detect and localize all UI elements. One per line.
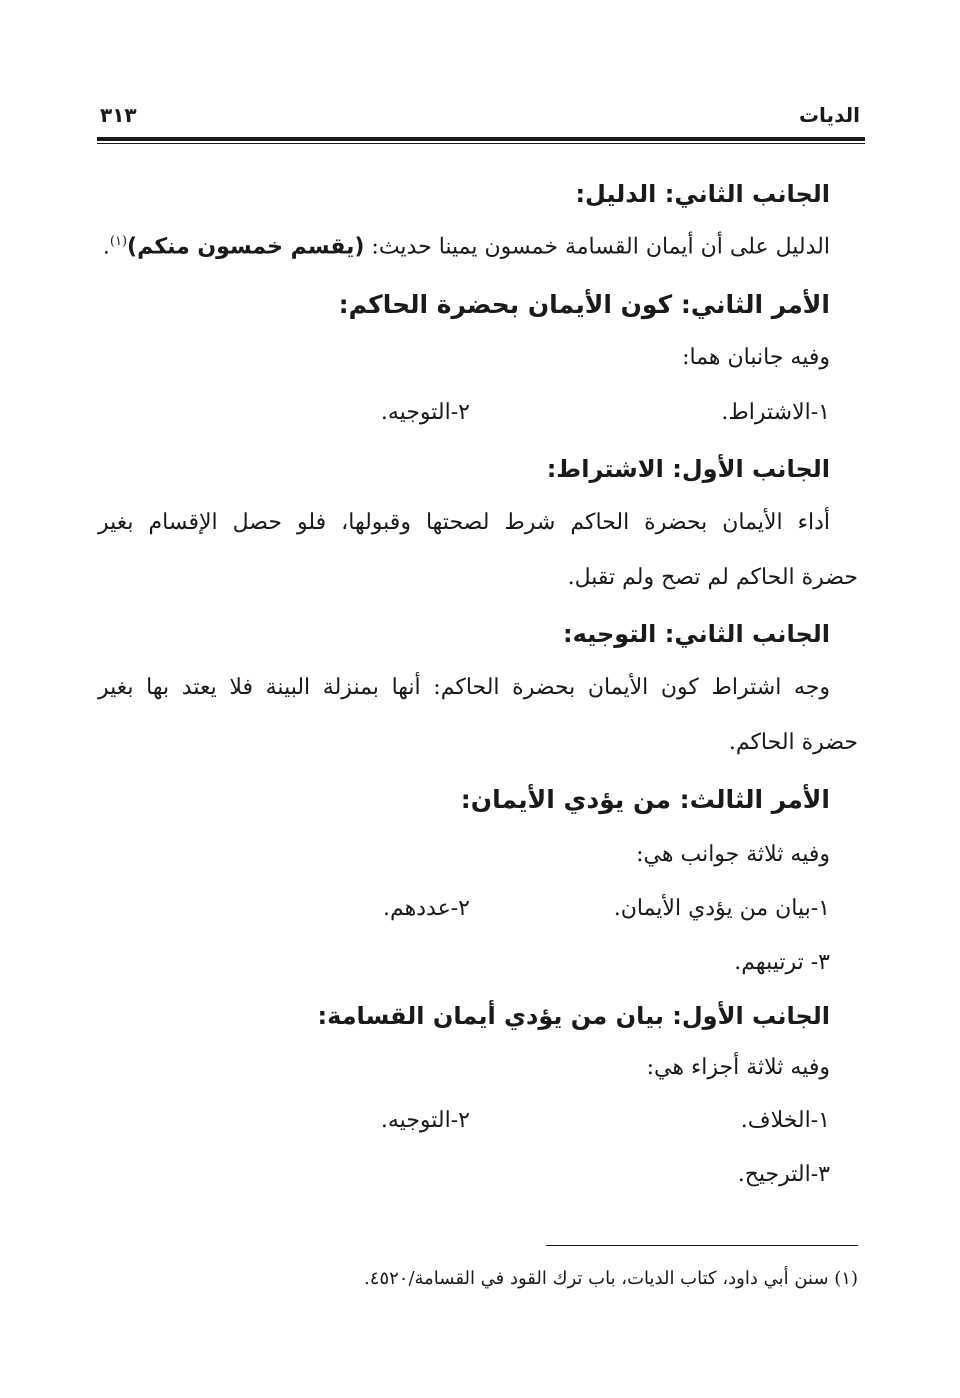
- evidence-text: الدليل على أن أيمان القسامة خمسون يمينا حديث:: [364, 234, 830, 260]
- evidence-end: .: [102, 234, 110, 260]
- page-number: ٣١٣: [100, 103, 137, 127]
- paragraph-evidence: [103, 234, 830, 259]
- footnote-rule: [546, 1245, 858, 1246]
- list-item-justification: ٢-التوجيه.: [380, 400, 470, 425]
- list-item-justification-2: ٢-التوجيه.: [380, 1108, 470, 1133]
- list-item-who-performs: ١-بيان من يؤدي الأيمان.: [613, 896, 830, 921]
- footnote-text: (١) سنن أبي داود، كتاب الديات، باب ترك القود في القسامة/٤٥٢٠.: [364, 1268, 858, 1289]
- header-rule-thick: [97, 137, 865, 141]
- section-heading-justification: الجانب الثاني: التوجيه:: [563, 620, 830, 648]
- section-heading-second-matter: الأمر الثاني: كون الأيمان بحضرة الحاكم:: [338, 290, 830, 319]
- paragraph-two-aspects: وفيه جانبان هما:: [682, 345, 830, 370]
- list-item-number: ٢-عددهم.: [383, 896, 470, 921]
- paragraph-condition-line1: أداء الأيمان بحضرة الحاكم شرط لصحتها وقبولها، فلو حصل الإقسام بغير: [98, 510, 830, 535]
- paragraph-condition-line2: حضرة الحاكم لم تصح ولم تقبل.: [567, 565, 858, 590]
- chapter-title: الديات: [798, 103, 860, 127]
- section-heading-evidence: الجانب الثاني: الدليل:: [575, 180, 830, 208]
- paragraph-three-aspects: وفيه ثلاثة جوانب هي:: [636, 842, 830, 867]
- list-item-condition: ١-الاشتراط.: [721, 400, 830, 425]
- section-heading-condition: الجانب الأول: الاشتراط:: [546, 455, 830, 483]
- paragraph-justification-line1: وجه اشتراط كون الأيمان بحضرة الحاكم: أنها بمنزلة البينة فلا يعتد بها بغير: [98, 675, 830, 700]
- header-rule-thin: [97, 143, 865, 144]
- section-heading-who-performs: الجانب الأول: بيان من يؤدي أيمان القسامة:: [317, 1002, 830, 1030]
- list-item-order: ٣- ترتيبهم.: [734, 950, 830, 975]
- hadith-quote: (يقسم خمسون منكم): [127, 234, 365, 260]
- section-heading-third-matter: الأمر الثالث: من يؤدي الأيمان:: [460, 785, 830, 814]
- paragraph-three-parts: وفيه ثلاثة أجزاء هي:: [646, 1055, 830, 1080]
- paragraph-justification-line2: حضرة الحاكم.: [728, 730, 858, 755]
- footnote-ref[interactable]: (١): [109, 234, 128, 249]
- list-item-disagreement: ١-الخلاف.: [740, 1108, 830, 1133]
- list-item-preference: ٣-الترجيح.: [737, 1162, 830, 1187]
